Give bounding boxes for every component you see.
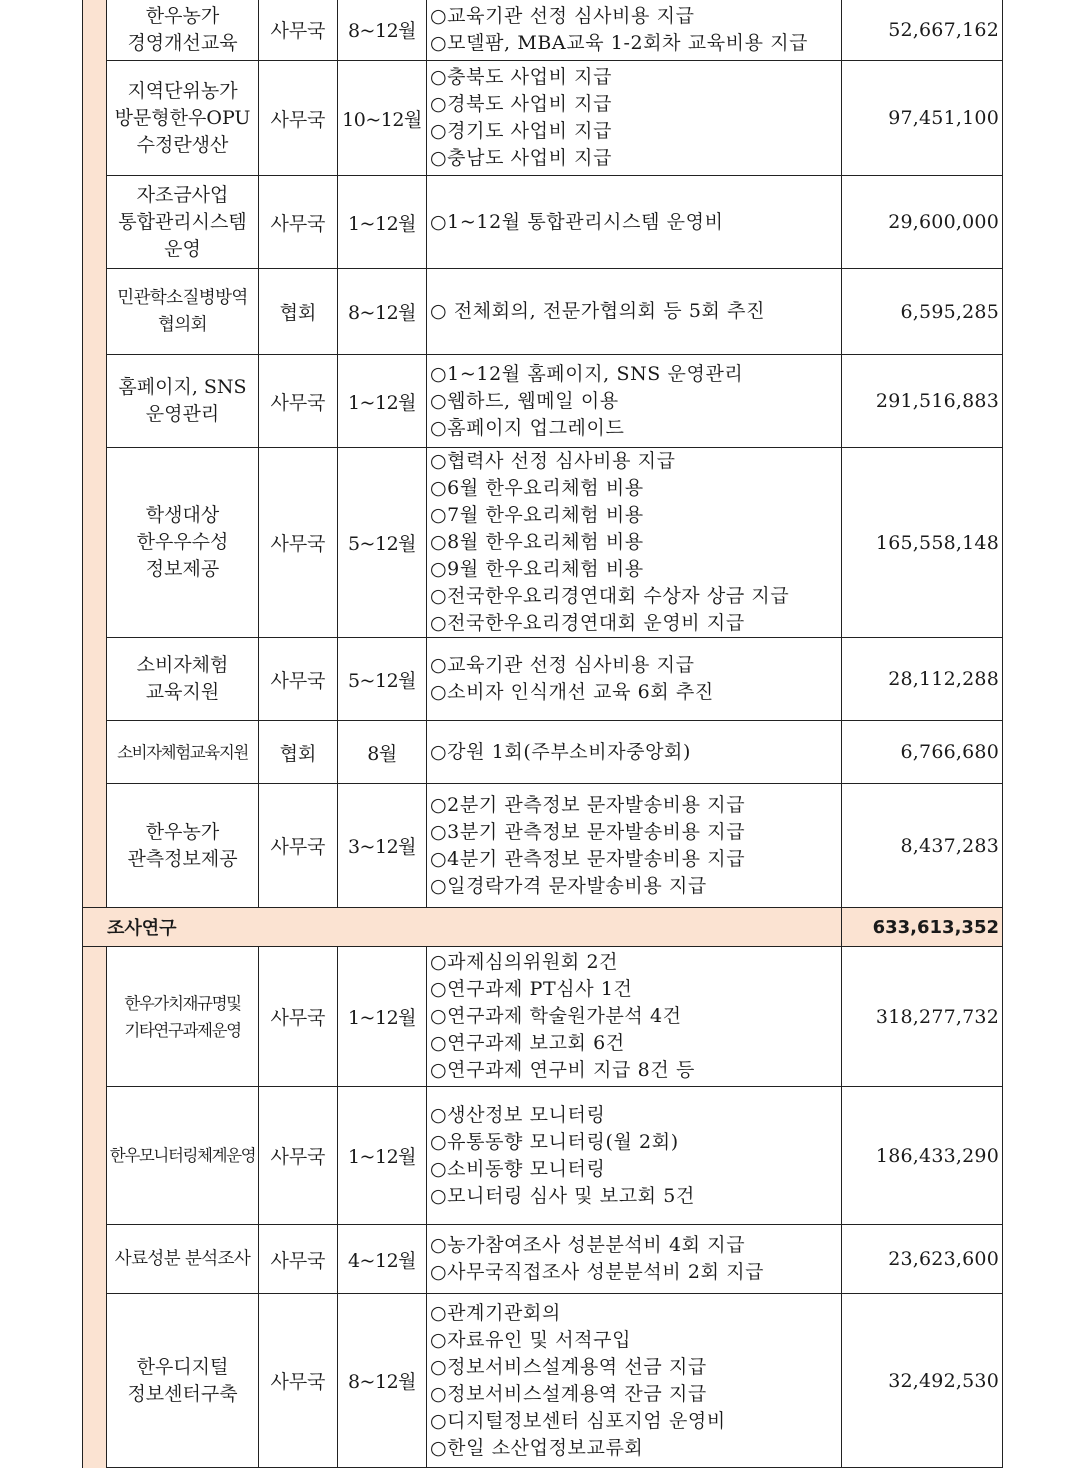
item-organization: 사무국 [259, 176, 338, 269]
table-row [83, 1225, 1003, 1294]
item-name-line: 운영 [164, 237, 201, 260]
item-name-line: 한우농가 [145, 820, 220, 843]
detail-line: ○충북도 사업비 지급 [430, 66, 613, 88]
detail-line: ○연구과제 연구비 지급 8건 등 [430, 1059, 695, 1081]
item-name-line: 자조금사업 [136, 183, 229, 206]
table-row [83, 947, 1003, 1087]
table-body-b [83, 947, 1003, 1468]
detail-line: ○한일 소산업정보교류회 [430, 1436, 644, 1459]
detail-line: ○연구과제 PT심사 1건 [430, 978, 633, 1000]
item-organization: 사무국 [259, 0, 338, 61]
item-name-line: 한우디지털 [136, 1355, 229, 1378]
item-amount: 6,766,680 [842, 721, 1003, 784]
item-name [107, 947, 259, 1087]
detail-line: ○경기도 사업비 지급 [430, 120, 613, 142]
row-stripe [83, 1225, 107, 1294]
item-details [427, 0, 842, 61]
table-row [83, 61, 1003, 176]
detail-line: ○과제심의위원회 2건 [430, 951, 619, 973]
item-details [427, 1225, 842, 1294]
item-period: 1~12월 [338, 355, 427, 448]
row-stripe [83, 1087, 107, 1225]
detail-line: ○자료유인 및 서적구입 [430, 1328, 632, 1351]
section-name: 조사연구 [83, 908, 842, 947]
item-name-line: 수정란생산 [136, 133, 229, 156]
item-name-line: 소비자체험 [136, 654, 229, 676]
item-name-line: 한우가치재규명및 [124, 993, 241, 1013]
item-period: 5~12월 [338, 448, 427, 638]
table-row [83, 355, 1003, 448]
section-amount: 633,613,352 [842, 908, 1003, 947]
item-name-line: 홈페이지, SNS [118, 376, 247, 398]
detail-line: ○일경락가격 문자발송비용 지급 [430, 874, 707, 897]
table-body-a [83, 0, 1003, 908]
detail-line: ○연구과제 보고회 6건 [430, 1032, 625, 1054]
row-stripe [83, 1294, 107, 1468]
item-amount: 186,433,290 [842, 1087, 1003, 1225]
item-period: 5~12월 [338, 638, 427, 721]
item-amount: 291,516,883 [842, 355, 1003, 448]
item-organization: 사무국 [259, 1294, 338, 1468]
detail-line: ○모니터링 심사 및 보고회 5건 [430, 1184, 695, 1207]
item-period: 8~12월 [338, 1294, 427, 1468]
item-amount: 28,112,288 [842, 638, 1003, 721]
item-details [427, 176, 842, 269]
table-row [83, 1294, 1003, 1468]
item-name-line: 한우모니터링체계운영 [109, 1146, 256, 1165]
table-row [83, 638, 1003, 721]
row-stripe [83, 448, 107, 638]
detail-line: ○사무국직접조사 성분분석비 2회 지급 [430, 1261, 765, 1283]
item-name-line: 협의회 [158, 314, 207, 335]
item-amount: 165,558,148 [842, 448, 1003, 638]
item-name [107, 448, 259, 638]
item-name-line: 학생대상 [145, 504, 220, 526]
item-name [107, 269, 259, 355]
row-stripe [83, 0, 107, 61]
detail-line: ○유통동향 모니터링(월 2회) [430, 1130, 679, 1153]
item-name-line: 통합관리시스템 [118, 210, 247, 233]
detail-line: ○소비동향 모니터링 [430, 1157, 606, 1180]
detail-line: ○교육기관 선정 심사비용 지급 [430, 654, 695, 676]
section-row-group [83, 908, 1003, 947]
item-organization: 사무국 [259, 638, 338, 721]
detail-line: ○경북도 사업비 지급 [430, 93, 613, 115]
detail-line: ○1~12월 홈페이지, SNS 운영관리 [430, 362, 744, 385]
item-amount: 52,667,162 [842, 0, 1003, 61]
item-period: 3~12월 [338, 784, 427, 908]
section-row [83, 908, 1003, 947]
item-name [107, 1225, 259, 1294]
table-row [83, 721, 1003, 784]
item-details [427, 638, 842, 721]
item-organization: 협회 [259, 269, 338, 355]
item-name-line: 운영관리 [145, 403, 220, 425]
item-organization: 사무국 [259, 784, 338, 908]
detail-line: ○1~12월 통합관리시스템 운영비 [430, 210, 724, 233]
item-details [427, 721, 842, 784]
table-row [83, 784, 1003, 908]
item-name [107, 784, 259, 908]
item-organization: 협회 [259, 721, 338, 784]
detail-line: ○연구과제 학술원가분석 4건 [430, 1005, 682, 1027]
detail-line: ○전국한우요리경연대회 운영비 지급 [430, 612, 745, 634]
item-amount: 29,600,000 [842, 176, 1003, 269]
detail-line: ○전국한우요리경연대회 수상자 상금 지급 [430, 585, 790, 607]
item-amount: 97,451,100 [842, 61, 1003, 176]
item-name [107, 721, 259, 784]
detail-line: ○모델팜, MBA교육 1-2회차 교육비용 지급 [430, 31, 809, 54]
item-organization: 사무국 [259, 355, 338, 448]
row-stripe [83, 721, 107, 784]
item-name-line: 한우농가 [145, 4, 220, 27]
detail-line: ○2분기 관측정보 문자발송비용 지급 [430, 793, 746, 816]
item-organization: 사무국 [259, 61, 338, 176]
detail-line: ○디지털정보센터 심포지엄 운영비 [430, 1409, 726, 1432]
table-row [83, 0, 1003, 61]
row-stripe [83, 355, 107, 448]
item-name [107, 1087, 259, 1225]
item-period: 1~12월 [338, 176, 427, 269]
detail-line: ○정보서비스설계용역 잔금 지급 [430, 1382, 707, 1405]
detail-line: ○ 전체회의, 전문가협의회 등 5회 추진 [430, 300, 766, 322]
item-details [427, 269, 842, 355]
item-period: 8~12월 [338, 0, 427, 61]
item-name [107, 0, 259, 61]
item-name-line: 민관학소질병방역 [117, 287, 248, 308]
item-name-line: 경영개선교육 [127, 31, 238, 54]
row-stripe [83, 269, 107, 355]
item-period: 1~12월 [338, 1087, 427, 1225]
item-details [427, 1294, 842, 1468]
row-stripe [83, 947, 107, 1087]
item-details [427, 784, 842, 908]
detail-line: ○웹하드, 웹메일 이용 [430, 389, 619, 412]
detail-line: ○3분기 관측정보 문자발송비용 지급 [430, 820, 746, 843]
item-period: 8~12월 [338, 269, 427, 355]
table-row [83, 176, 1003, 269]
row-stripe [83, 638, 107, 721]
detail-line: ○8월 한우요리체험 비용 [430, 531, 644, 553]
table-row [83, 1087, 1003, 1225]
item-period: 10~12월 [338, 61, 427, 176]
item-name-line: 정보센터구축 [127, 1382, 238, 1405]
item-details [427, 947, 842, 1087]
detail-line: ○9월 한우요리체험 비용 [430, 558, 644, 580]
row-stripe [83, 61, 107, 176]
item-name-line: 사료성분 분석조사 [114, 1248, 251, 1269]
item-period: 4~12월 [338, 1225, 427, 1294]
detail-line: ○협력사 선정 심사비용 지급 [430, 450, 676, 472]
item-amount: 8,437,283 [842, 784, 1003, 908]
item-details [427, 448, 842, 638]
item-details [427, 1087, 842, 1225]
item-name-line: 방문형한우OPU [114, 106, 251, 129]
detail-line: ○농가참여조사 성분분석비 4회 지급 [430, 1234, 746, 1256]
item-name-line: 한우우수성 [136, 531, 229, 553]
item-details [427, 355, 842, 448]
item-name-line: 정보제공 [145, 558, 220, 580]
row-stripe [83, 784, 107, 908]
item-name [107, 355, 259, 448]
detail-line: ○정보서비스설계용역 선금 지급 [430, 1355, 707, 1378]
detail-line: ○교육기관 선정 심사비용 지급 [430, 4, 695, 27]
item-amount: 32,492,530 [842, 1294, 1003, 1468]
detail-line: ○소비자 인식개선 교육 6회 추진 [430, 681, 714, 703]
item-name [107, 176, 259, 269]
item-amount: 6,595,285 [842, 269, 1003, 355]
item-name-line: 교육지원 [145, 681, 220, 703]
item-amount: 23,623,600 [842, 1225, 1003, 1294]
table-row [83, 269, 1003, 355]
detail-line: ○관계기관회의 [430, 1301, 561, 1324]
item-name-line: 관측정보제공 [127, 847, 238, 870]
budget-table [82, 0, 1003, 1468]
row-stripe [83, 176, 107, 269]
table-row [83, 448, 1003, 638]
item-name [107, 638, 259, 721]
item-organization: 사무국 [259, 1225, 338, 1294]
item-name-line: 소비자체험교육지원 [117, 742, 248, 762]
item-period: 8월 [338, 721, 427, 784]
item-organization: 사무국 [259, 947, 338, 1087]
detail-line: ○4분기 관측정보 문자발송비용 지급 [430, 847, 746, 870]
detail-line: ○생산정보 모니터링 [430, 1103, 606, 1126]
detail-line: ○충남도 사업비 지급 [430, 147, 613, 169]
item-organization: 사무국 [259, 448, 338, 638]
item-name [107, 61, 259, 176]
item-name-line: 지역단위농가 [127, 79, 238, 102]
item-amount: 318,277,732 [842, 947, 1003, 1087]
item-details [427, 61, 842, 176]
detail-line: ○6월 한우요리체험 비용 [430, 477, 644, 499]
detail-line: ○강원 1회(주부소비자중앙회) [430, 740, 692, 763]
detail-line: ○7월 한우요리체험 비용 [430, 504, 644, 526]
item-organization: 사무국 [259, 1087, 338, 1225]
item-name [107, 1294, 259, 1468]
item-name-line: 기타연구과제운영 [124, 1020, 241, 1040]
detail-line: ○홈페이지 업그레이드 [430, 416, 625, 439]
item-period: 1~12월 [338, 947, 427, 1087]
